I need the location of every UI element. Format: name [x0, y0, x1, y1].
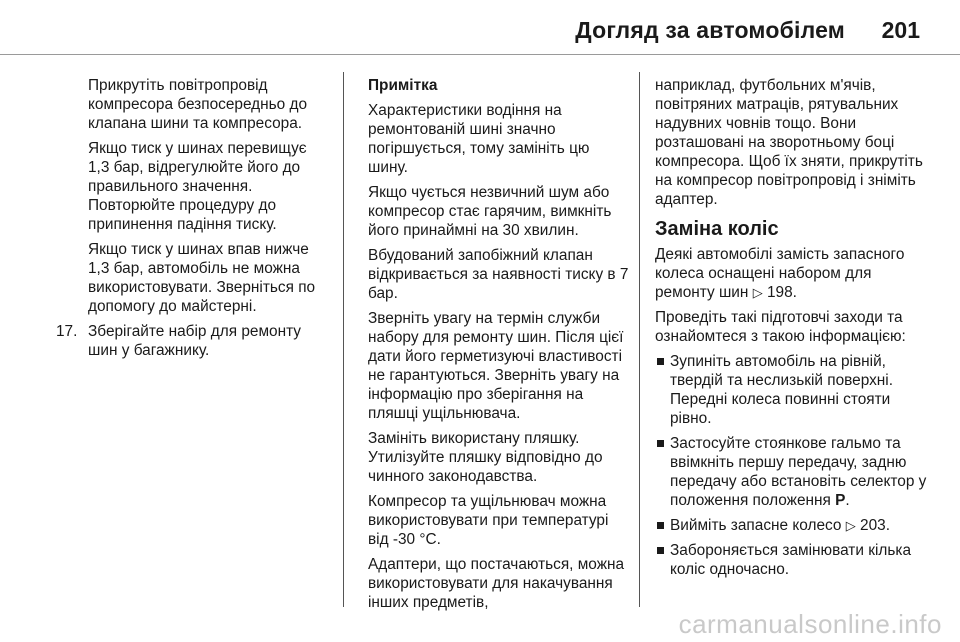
column-divider-1 — [343, 72, 344, 607]
step-text: Зберігайте набір для ремонту шин у багажнику. — [88, 323, 301, 359]
header-divider — [0, 54, 960, 55]
paragraph: наприклад, футбольних м'ячів, повітряних матраців, рятувальних надувних човнів тощо. Вони розташовані на зворотньому боці компресора. Щоб їх зняти, прикрутіть на компресор повітропровід і зніміть адаптер. — [655, 77, 923, 208]
page-reference[interactable]: 198. — [766, 284, 797, 301]
note-title: Примітка — [368, 77, 438, 94]
paragraph: Адаптери, що постачаються, можна використовувати для накачування інших предметів, — [368, 556, 625, 611]
paragraph: Характеристики водіння на ремонтованій шині значно погіршується, тому замініть цю шину. — [368, 102, 590, 176]
gear-position: P — [835, 492, 846, 509]
page-title: Догляд за автомобілем — [575, 17, 845, 43]
watermark: carmanualsonline.info — [678, 609, 942, 639]
paragraph: Компресор та ущільнювач можна використовувати при температурі від -30 °C. — [368, 493, 609, 548]
page-number: 201 — [881, 17, 920, 43]
paragraph: Якщо тиск у шинах перевищує 1,3 бар, відрегулюйте його до правильного значення. Повторюйте процедуру до припинення падіння тиску. — [88, 140, 307, 233]
column-divider-2 — [639, 72, 640, 607]
arrow-ref-icon: ▷ — [752, 285, 763, 300]
column-1 — [56, 76, 328, 366]
paragraph: Якщо тиск у шинах впав нижче 1,3 бар, автомобіль не можна використовувати. Зверніться по допомогу до майстерні. — [88, 241, 316, 315]
page-reference[interactable]: 203. — [860, 517, 890, 534]
paragraph: Прикрутіть повітропровід компресора безпосередньо до клапана шини та компресора. — [88, 77, 308, 132]
arrow-ref-icon: ▷ — [845, 518, 856, 533]
paragraph: Якщо чується незвичний шум або компресор стає гарячим, вимкніть його принаймні на 30 хвилин. — [368, 184, 612, 239]
list-item: Забороняється замінювати кілька коліс одночасно. — [655, 541, 927, 579]
paragraph: Замініть використану пляшку. Утилізуйте пляшку відповідно до чинного законодавства. — [368, 430, 603, 485]
list-item: Застосуйте стоянкове гальмо та ввімкніть першу передачу, задню передачу або встановіть селектор у положення положення P. — [655, 434, 927, 510]
column-3 — [655, 76, 927, 585]
paragraph: Зверніть увагу на термін служби набору для ремонту шин. Після цієї дати його герметизуючі властивості не гарантуються. Зверніть увагу на інформацію про зберігання на пляшці ущільнювача. — [368, 310, 624, 422]
step-number: 17. — [56, 323, 78, 340]
paragraph: Вбудований запобіжний клапан відкривається за наявності тиску в 7 бар. — [368, 247, 629, 302]
section-heading: Заміна коліс — [655, 218, 779, 240]
list-item: Вийміть запасне колесо ▷ 203. — [655, 516, 927, 535]
list-item: Зупиніть автомобіль на рівній, твердій та неслизькій поверхні. Передні колеса повинні стояти рівно. — [655, 352, 927, 428]
paragraph: Проведіть такі підготовчі заходи та ознайомтеся з такою інформацією: — [655, 309, 906, 345]
step-17 — [56, 322, 328, 360]
paragraph: Деякі автомобілі замість запасного колеса оснащені набором для ремонту шин ▷ 198. — [655, 246, 905, 301]
column-2 — [368, 76, 630, 618]
